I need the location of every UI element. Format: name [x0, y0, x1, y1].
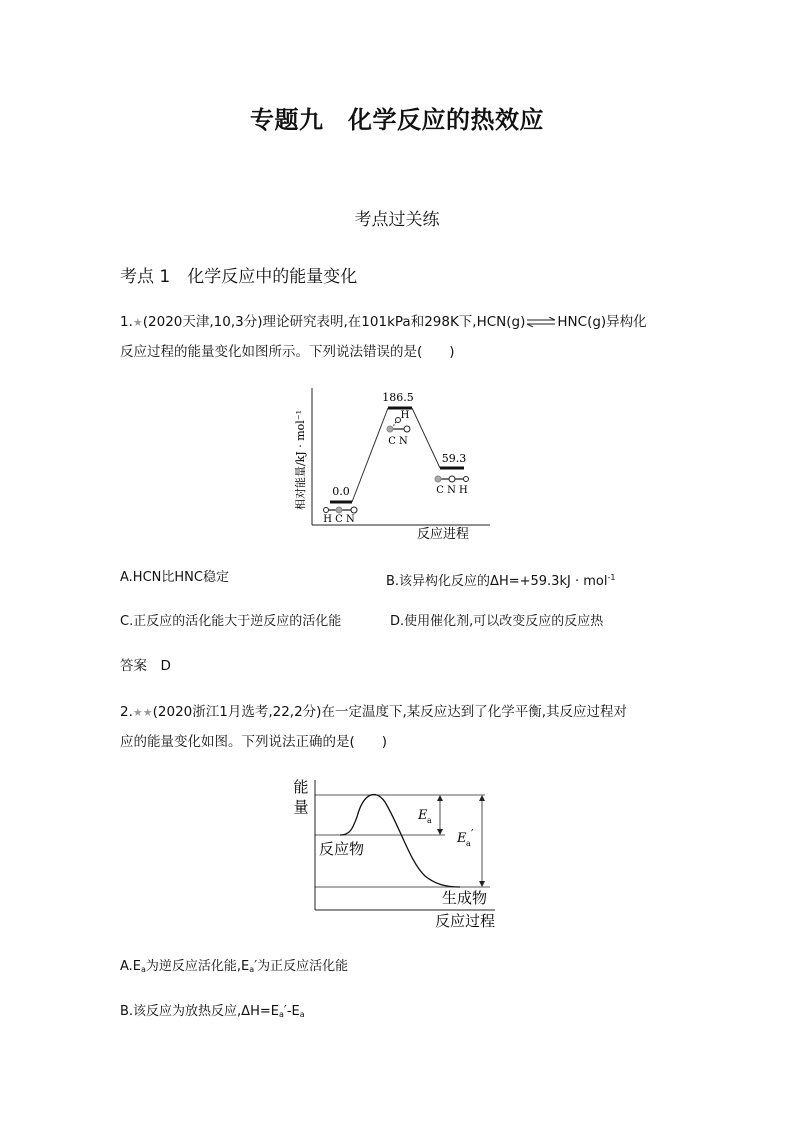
ea-label: E: [418, 808, 428, 823]
question-1-text-b: HNC(g)异构化: [557, 314, 647, 330]
x-axis-label: 反应进程: [416, 527, 470, 542]
page-subtitle: 考点过关练: [354, 210, 440, 230]
ea-prime-label: E: [457, 831, 467, 846]
y-axis-label: 相对能量/kJ · mol⁻¹: [294, 409, 307, 511]
option-a-part-1: A.E: [120, 959, 142, 974]
ea-arrow-head-bottom: [437, 829, 443, 835]
question-1-option-b: [386, 568, 615, 592]
atoms-ts-top-label: H: [400, 410, 410, 421]
difficulty-star-icon: ★: [132, 316, 143, 329]
page-title: 专题九 化学反应的热效应: [250, 106, 544, 134]
path-fall: [412, 408, 440, 468]
question-2-line-1: [120, 702, 627, 723]
question-1-answer: 答案 D: [120, 658, 171, 674]
question-2-text-a: (2020浙江1月选考,22,2分)在一定温度下,某反应达到了化学平衡,其反应过程对: [152, 704, 628, 720]
option-a-sub-2: a: [249, 965, 255, 974]
equilibrium-arrow-icon: [526, 317, 556, 327]
question-2-option-b: [120, 1002, 305, 1025]
difficulty-stars-icon: ★★: [132, 706, 153, 719]
option-b-sub-1: a: [278, 1010, 284, 1019]
ea-prime-label-subscript: a: [466, 839, 471, 848]
ea-label-subscript: a: [427, 816, 432, 825]
option-a-part-3: ′为正反应活化能: [254, 959, 349, 974]
ea-prime-arrow-head-top: [479, 795, 485, 801]
product-label: 生成物: [442, 889, 488, 907]
x-axis-label: 反应过程: [434, 912, 496, 930]
question-1-text-a: (2020天津,10,3分)理论研究表明,在101kPa和298K下,HCN(g): [142, 314, 526, 330]
option-b-part-1: B.该反应为放热反应,ΔH=E: [120, 1004, 279, 1019]
hcn-molecule-icon: [324, 507, 358, 513]
y-axis-label-1: 能: [293, 778, 309, 796]
option-b-sub-2: a: [299, 1010, 305, 1019]
ea-prime-arrow-head-bottom: [479, 881, 485, 887]
level-start-label: 0.0: [332, 485, 350, 498]
option-a-part-2: 为逆反应活化能,E: [145, 959, 250, 974]
energy-profile-figure-2: [285, 772, 515, 932]
energy-profile-figure-1: [290, 380, 510, 545]
question-1-option-c: C.正反应的活化能大于逆反应的活化能: [120, 614, 342, 629]
atoms-start-label: H C N: [323, 514, 355, 525]
option-b-text: B.该异构化反应的ΔH=+59.3kJ · mol: [386, 574, 608, 589]
option-a-sub-1: a: [141, 965, 146, 974]
question-2-line-2: 应的能量变化如图。下列说法正确的是( ): [120, 734, 388, 750]
level-ts-label: 186.5: [382, 391, 414, 404]
hnc-molecule-icon: [435, 476, 469, 482]
question-1-line-2: 反应过程的能量变化如图所示。下列说法错误的是( ): [120, 344, 455, 360]
ea-prime-mark: ′: [471, 827, 474, 841]
question-1-line-1: [120, 312, 647, 333]
question-2-number: 2.: [120, 704, 133, 720]
ea-arrow-head-top: [437, 795, 443, 801]
question-2-option-a: [120, 957, 348, 980]
option-b-superscript: -1: [607, 573, 616, 582]
reactant-label: 反应物: [319, 840, 365, 858]
atoms-end-label: C N H: [436, 485, 468, 496]
level-end-label: 59.3: [441, 452, 467, 465]
path-rise: [352, 408, 388, 502]
section-heading: 考点 1 化学反应中的能量变化: [120, 267, 358, 287]
question-1-option-a: A.HCN比HNC稳定: [120, 570, 229, 585]
option-b-part-2: ′-E: [283, 1004, 300, 1019]
y-axis-label-2: 量: [293, 798, 309, 816]
question-1-number: 1.: [120, 314, 133, 330]
question-1-option-d: D.使用催化剂,可以改变反应的反应热: [390, 614, 604, 629]
atoms-ts-label: C N: [388, 436, 408, 447]
